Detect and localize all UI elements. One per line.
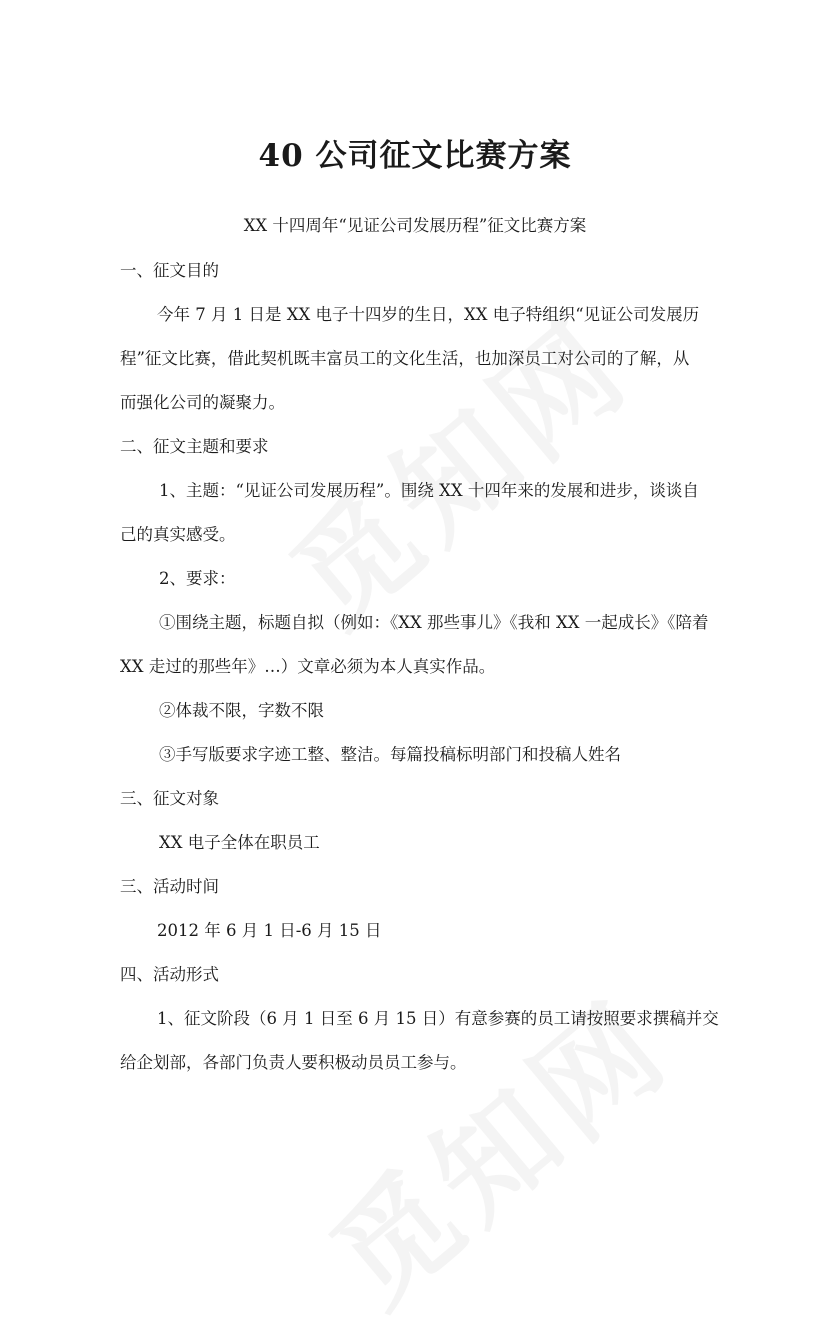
document-title: 40 公司征文比赛方案 xyxy=(258,138,572,174)
paragraph-line: 程”征文比赛，借此契机既丰富员工的文化生活，也加深员工对公司的了解，从 xyxy=(120,349,690,368)
paragraph-line: 2012 年 6 月 1 日-6 月 15 日 xyxy=(157,921,382,940)
paragraph-line: 2、要求： xyxy=(159,569,236,588)
watermark xyxy=(250,275,659,657)
paragraph-line: 而强化公司的凝聚力。 xyxy=(120,393,285,412)
section-heading: 四、活动形式 xyxy=(120,965,219,984)
section-heading: 三、活动时间 xyxy=(120,877,219,896)
paragraph-line: 1、主题：“见证公司发展历程”。围绕 XX 十四年来的发展和进步，谈谈自 xyxy=(159,481,699,500)
paragraph-line: XX 电子全体在职员工 xyxy=(159,833,320,852)
document-subtitle: XX 十四周年“见证公司发展历程”征文比赛方案 xyxy=(243,216,587,235)
paragraph-line: 给企划部，各部门负责人要积极动员员工参与。 xyxy=(120,1053,467,1072)
section-heading: 二、征文主题和要求 xyxy=(120,437,269,456)
paragraph-line: XX 走过的那些年》…）文章必须为本人真实作品。 xyxy=(120,657,496,676)
paragraph-line: ②体裁不限，字数不限 xyxy=(159,701,324,720)
section-heading: 三、征文对象 xyxy=(120,789,219,808)
paragraph-line: 己的真实感受。 xyxy=(120,525,236,544)
paragraph-line: 今年 7 月 1 日是 XX 电子十四岁的生日，XX 电子特组织“见证公司发展历 xyxy=(157,305,700,324)
paragraph-line: ③手写版要求字迹工整、整洁。每篇投稿标明部门和投稿人姓名 xyxy=(159,745,621,764)
paragraph-line: ①围绕主题，标题自拟（例如：《XX 那些事儿》《我和 XX 一起成长》《陪着 xyxy=(159,613,709,632)
section-heading: 一、征文目的 xyxy=(120,261,219,280)
paragraph-line: 1、征文阶段（6 月 1 日至 6 月 15 日）有意参赛的员工请按照要求撰稿并交 xyxy=(157,1009,719,1028)
